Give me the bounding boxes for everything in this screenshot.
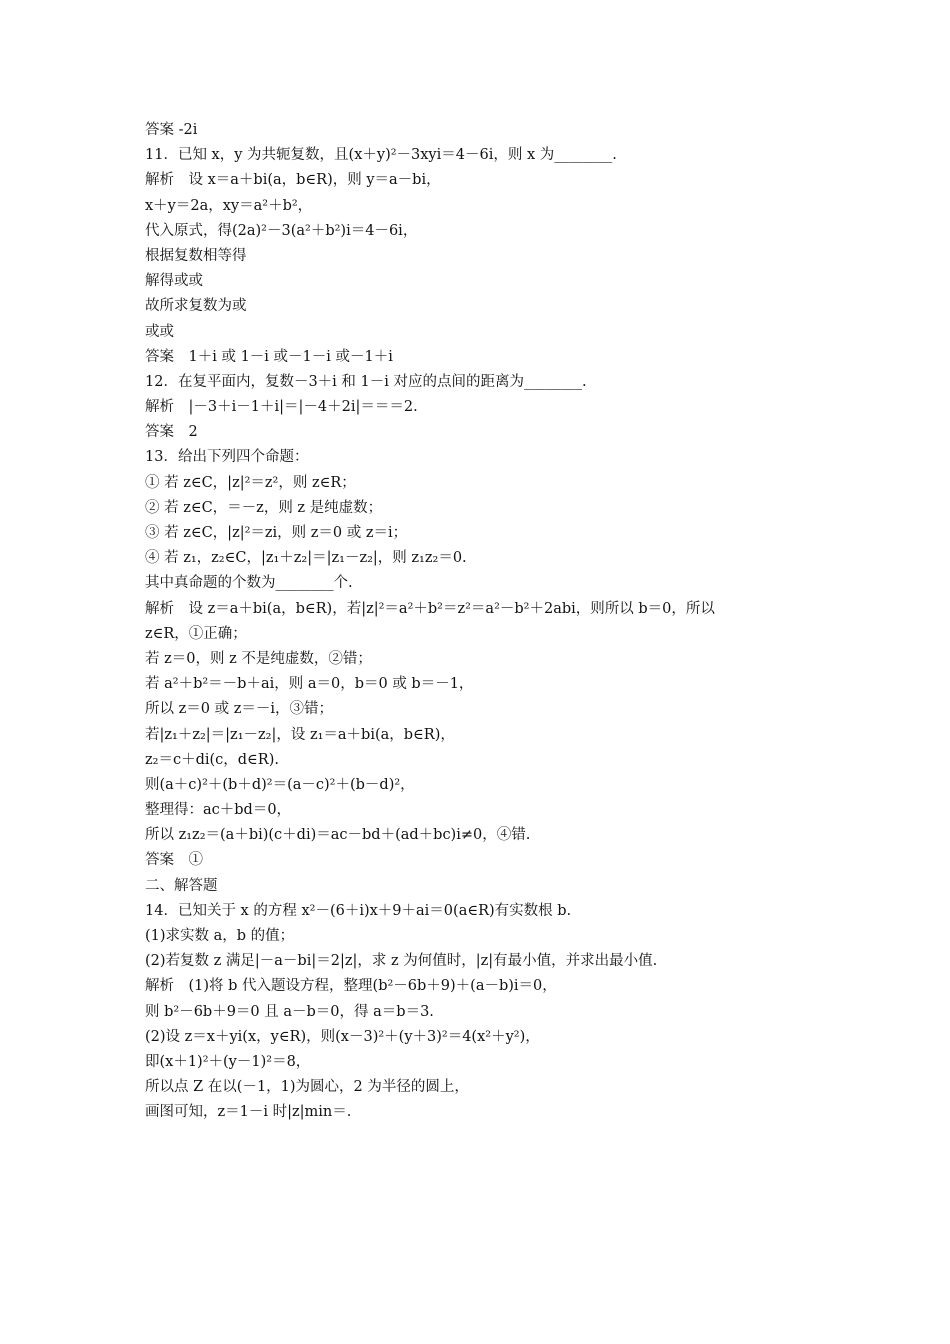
text-line: ② 若 z∈C，＝－z，则 z 是纯虚数；: [145, 499, 383, 516]
text-line: 解得或或: [145, 273, 203, 290]
text-line: 解析 设 z＝a＋bi(a，b∈R)，若|z|²＝a²＋b²＝z²＝a²－b²＋2abi，则所以 b＝0，所以: [145, 600, 715, 617]
text-line: 解析 (1)将 b 代入题设方程，整理(b²－6b＋9)＋(a－b)i＝0，: [145, 978, 557, 995]
text-line: ③ 若 z∈C，|z|²＝zi，则 z＝0 或 z＝i；: [145, 525, 408, 541]
text-line: 所以 z＝0 或 z＝－i，③错；: [145, 701, 333, 718]
text-line: 答案 2: [145, 424, 198, 441]
text-line: 或或: [145, 323, 174, 340]
text-line: 所以点 Z 在以(－1，1)为圆心，2 为半径的圆上，: [145, 1079, 469, 1096]
text-line: 13．给出下列四个命题：: [145, 449, 309, 466]
text-line: ④ 若 z₁，z₂∈C，|z₁＋z₂|＝|z₁－z₂|，则 z₁z₂＝0.: [145, 550, 467, 567]
text-line: 其中真命题的个数为________个.: [145, 575, 353, 592]
text-line: 则 b²－6b＋9＝0 且 a－b＝0，得 a＝b＝3.: [145, 1003, 434, 1020]
section-heading: 二、解答题: [145, 877, 218, 894]
text-line: 解析 设 x＝a＋bi(a，b∈R)，则 y＝a－bi，: [145, 172, 441, 189]
text-line: 故所求复数为或: [145, 298, 247, 315]
text-line: 若|z₁＋z₂|＝|z₁－z₂|，设 z₁＝a＋bi(a，b∈R)，: [145, 726, 455, 743]
text-line: 画图可知，z＝1－i 时|z|min＝.: [145, 1104, 352, 1121]
text-line: 11．已知 x，y 为共轭复数，且(x＋y)²－3xyi＝4－6i，则 x 为________.: [145, 147, 617, 164]
text-line: 则(a＋c)²＋(b＋d)²＝(a－c)²＋(b－d)²，: [145, 776, 415, 793]
text-line: 解析 |－3＋i－1＋i|＝|－4＋2i|＝＝＝2.: [145, 399, 418, 416]
text-line: 整理得：ac＋bd＝0，: [145, 802, 292, 819]
text-line: 所以 z₁z₂＝(a＋bi)(c＋di)＝ac－bd＋(ad＋bc)i≠0，④错.: [145, 827, 531, 844]
text-line: (2)设 z＝x＋yi(x，y∈R)，则(x－3)²＋(y＋3)²＝4(x²＋y²)，: [145, 1028, 540, 1045]
text-line: 若 a²＋b²＝－b＋ai，则 a＝0，b＝0 或 b＝－1，: [145, 676, 474, 693]
text-line: 答案 ①: [145, 852, 203, 869]
text-line: (1)求实数 a，b 的值；: [145, 928, 295, 944]
text-line: z∈R，①正确；: [145, 625, 247, 642]
text-line: 根据复数相等得: [145, 247, 247, 264]
text-line: 14．已知关于 x 的方程 x²－(6＋i)x＋9＋ai＝0(a∈R)有实数根 b.: [145, 902, 572, 919]
text-line: ① 若 z∈C，|z|²＝z²，则 z∈R；: [145, 474, 356, 491]
text-line: x＋y＝2a，xy＝a²＋b²，: [145, 197, 313, 214]
text-line: 若 z＝0，则 z 不是纯虚数，②错；: [145, 650, 372, 667]
text-line: 答案 -2i: [145, 122, 198, 138]
text-line: (2)若复数 z 满足|－a－bi|＝2|z|，求 z 为何值时，|z|有最小值，并求出最小值.: [145, 953, 658, 970]
text-line: z₂＝c＋di(c，d∈R).: [145, 751, 279, 768]
text-line: 即(x＋1)²＋(y－1)²＝8，: [145, 1053, 311, 1070]
text-line: 12．在复平面内，复数－3＋i 和 1－i 对应的点间的距离为________.: [145, 373, 587, 390]
text-line: 答案 1＋i 或 1－i 或－1－i 或－1＋i: [145, 348, 393, 365]
text-line: 代入原式，得(2a)²－3(a²＋b²)i＝4－6i，: [145, 222, 418, 239]
document-body: [145, 118, 815, 1126]
